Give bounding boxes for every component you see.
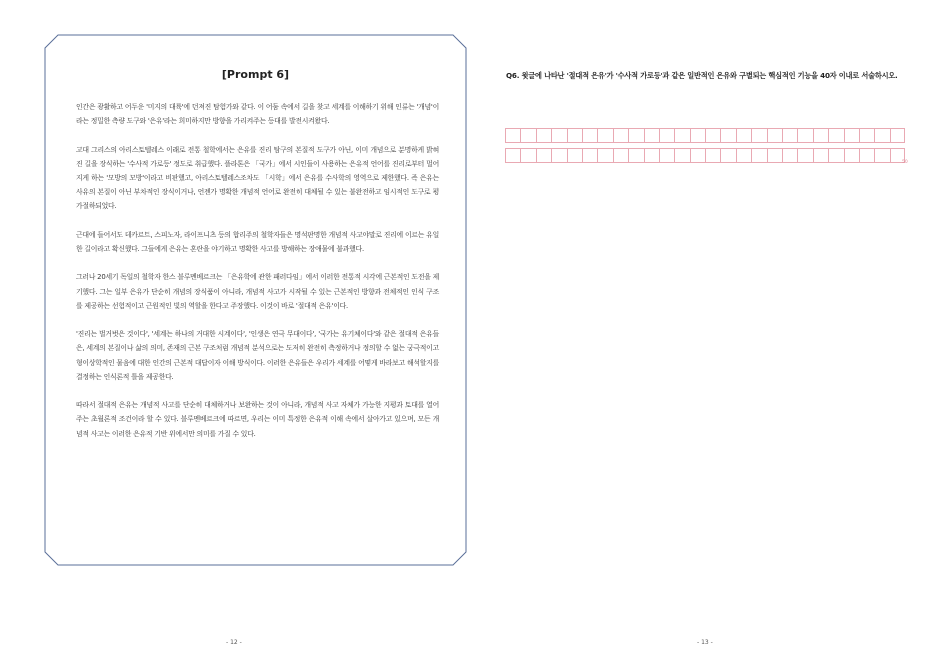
answer-cell[interactable] [582, 148, 597, 163]
answer-cell[interactable] [767, 148, 782, 163]
passage [76, 100, 439, 455]
answer-cell[interactable] [644, 128, 659, 143]
answer-cell[interactable] [597, 148, 612, 163]
paragraph: 그러나 20세기 독일의 철학자 한스 블루멘베르크는 「은유학에 관한 패러다임」에서 이러한 전통적 시각에 근본적인 도전을 제기했다. 그는 일부 은유가 단순히 개념의 장식품이 아니라, 개념적 사고가 시작될 수 있는 근본적인 방향과 전체적인 인식 구조를 제공하는 선험적이고 근원적인 빛의 역할을 한다고 주장했다. 이것이 바로 '절대적 은유'이다. [76, 273, 439, 310]
answer-grid-row [505, 148, 905, 163]
answer-cell[interactable] [874, 128, 889, 143]
answer-cell[interactable] [505, 128, 520, 143]
answer-grid-row [505, 128, 905, 143]
answer-cell[interactable] [505, 148, 520, 163]
answer-cell[interactable] [659, 128, 674, 143]
answer-cell[interactable] [736, 148, 751, 163]
prompt-title: [Prompt 6] [221, 68, 290, 81]
answer-cell[interactable] [644, 148, 659, 163]
answer-cell[interactable] [674, 128, 689, 143]
answer-cell[interactable] [520, 128, 535, 143]
answer-cell[interactable] [797, 128, 812, 143]
page-number-right: - 13 - [697, 639, 713, 646]
answer-cell[interactable] [536, 148, 551, 163]
answer-cell[interactable] [859, 128, 874, 143]
answer-cell[interactable] [536, 128, 551, 143]
answer-cell[interactable] [690, 148, 705, 163]
answer-cell[interactable] [628, 148, 643, 163]
answer-cell[interactable] [705, 148, 720, 163]
paragraph: 따라서 절대적 은유는 개념적 사고를 단순히 대체하거나 보완하는 것이 아니라, 개념적 사고 자체가 가능한 지평과 토대를 열어주는 초월론적 조건이라 할 수 있다. 블루멘베르크에 따르면, 우리는 이미 특정한 은유적 이해 속에서 살아가고 있으며, 모든 개념적 사고는 이러한 은유적 기반 위에서만 의미를 가질 수 있다. [76, 401, 439, 438]
answer-cell[interactable] [720, 128, 735, 143]
answer-cell[interactable] [751, 128, 766, 143]
answer-cell[interactable] [782, 128, 797, 143]
answer-cell[interactable] [674, 148, 689, 163]
answer-cell[interactable] [613, 148, 628, 163]
answer-cell[interactable] [520, 148, 535, 163]
answer-cell[interactable] [828, 128, 843, 143]
answer-cell[interactable] [567, 148, 582, 163]
paragraph: 인간은 광활하고 어두운 '미지의 대륙'에 던져진 탐험가와 같다. 이 어둠 속에서 길을 찾고 세계를 이해하기 위해 인류는 '개념'이라는 정밀한 측량 도구와 '은유'라는 희미하지만 방향을 가리켜주는 등대를 발전시켜왔다. [76, 103, 439, 126]
answer-cell[interactable] [720, 148, 735, 163]
answer-cell[interactable] [613, 128, 628, 143]
answer-grid[interactable] [505, 128, 905, 168]
answer-cell[interactable] [551, 128, 566, 143]
answer-cell[interactable] [628, 128, 643, 143]
answer-cell[interactable] [813, 148, 828, 163]
answer-cell[interactable] [844, 148, 859, 163]
answer-cell[interactable] [890, 128, 905, 143]
paragraph: 근대에 들어서도 데카르트, 스피노자, 라이프니츠 등의 합리주의 철학자들은 명석판명한 개념적 사고야말로 진리에 이르는 유일한 길이라고 확신했다. 그들에게 은유는 혼란을 야기하고 명확한 사고를 방해하는 장애물에 불과했다. [76, 230, 439, 253]
answer-cell[interactable] [705, 128, 720, 143]
answer-cell[interactable] [797, 148, 812, 163]
answer-cell[interactable] [782, 148, 797, 163]
answer-cell[interactable] [551, 148, 566, 163]
answer-cell[interactable] [874, 148, 889, 163]
answer-cell[interactable] [751, 148, 766, 163]
answer-cell[interactable] [813, 128, 828, 143]
answer-cell[interactable] [567, 128, 582, 143]
question-text: Q6. 윗글에 나타난 '절대적 은유'가 '수사적 가로등'과 같은 일반적인 은유와 구별되는 핵심적인 기능을 40자 이내로 서술하시오. [506, 71, 898, 80]
paragraph: '진리는 벌거벗은 것이다', '세계는 하나의 거대한 시계이다', '인생은 연극 무대이다', '국가는 유기체이다'와 같은 절대적 은유들은, 세계의 본질이나 삶의 의미, 존재의 근본 구조처럼 개념적 분석으로는 도저히 완전히 측정하거나 정의할 수 없는 궁극적이고 형이상학적인 물음에 대한 인간의 근본적 대답이자 이해 방식이다. 이러한 은유들은 우리가 세계를 어떻게 바라보고 해석할지를 결정하는 인식론적 틀을 제공한다. [76, 330, 439, 381]
page-number-left: - 12 - [226, 639, 242, 646]
answer-cell[interactable] [859, 148, 874, 163]
answer-cell[interactable] [844, 128, 859, 143]
answer-cell[interactable] [582, 128, 597, 143]
answer-cell[interactable] [597, 128, 612, 143]
answer-cell[interactable] [690, 128, 705, 143]
answer-cell[interactable] [659, 148, 674, 163]
answer-cell[interactable] [736, 128, 751, 143]
paragraph: 고대 그리스의 아리스토텔레스 이래로 전통 철학에서는 은유를 진리 탐구의 본질적 도구가 아닌, 이미 개념으로 분명하게 밝혀진 길을 장식하는 '수사적 가로등' 정도로 취급했다. 플라톤은 「국가」에서 시인들이 사용하는 은유적 언어를 진리로부터 멀어지게 하는 '모방의 모방'이라고 비판했고, 아리스토텔레스조차도 「시학」에서 은유를 수사학의 영역으로 제한했다. 즉 은유는 사유의 본질이 아닌 부차적인 장식이거나, 언젠가 명확한 개념적 언어로 완전히 대체될 수 있는 불완전하고 임시적인 도구로 평가절하되었다. [76, 145, 439, 211]
answer-cell[interactable] [767, 128, 782, 143]
char-count-label: 50 [902, 160, 908, 165]
answer-cell[interactable] [828, 148, 843, 163]
